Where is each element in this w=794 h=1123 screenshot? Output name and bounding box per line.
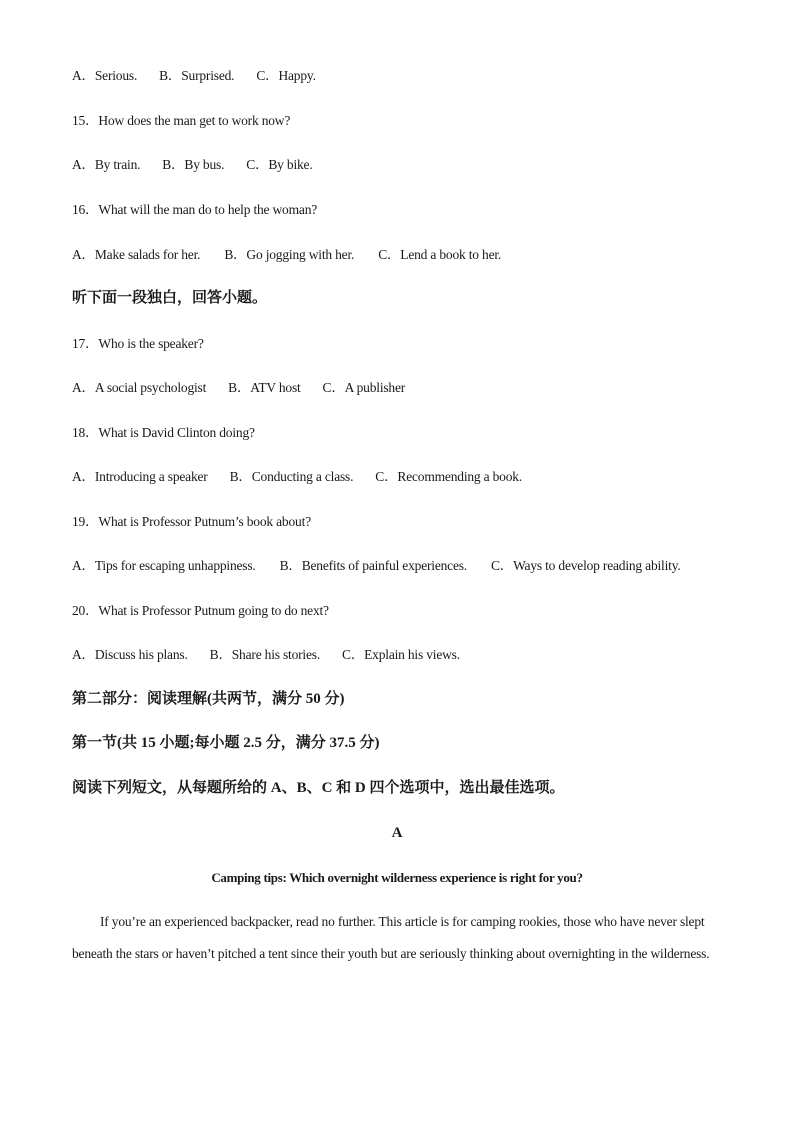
- q16-option-c: C．Lend a book to her.: [378, 247, 502, 262]
- q19-option-b: B．Benefits of painful experiences.: [279, 558, 467, 573]
- q18-option-b: B．Conducting a class.: [229, 469, 354, 484]
- q17-option-b: B．ATV host: [228, 380, 301, 395]
- q15-question: 15．How does the man get to work now?: [72, 113, 291, 128]
- passage-paragraph-text: If you’re an experienced backpacker, read no further. This article is for camping rookies, those who have never slept beneath the stars or haven’t pitched a tent since their youth but are seriously thinking about overnighting in the wilderness.: [72, 914, 710, 961]
- q19-option-c: C．Ways to develop reading ability.: [490, 558, 681, 573]
- q14-options: [72, 68, 316, 84]
- q16-question: 16．What will the man do to help the woman?: [72, 202, 318, 217]
- passage-paragraph: [72, 906, 722, 969]
- q16-option-a: A．Make salads for her.: [72, 247, 201, 262]
- q17-option-c: C．A publisher: [322, 380, 406, 395]
- q20-option-b: B．Share his stories.: [209, 647, 321, 662]
- q18-option-c: C．Recommending a book.: [375, 469, 522, 484]
- part2-heading: 第二部分：阅读理解(共两节，满分 50 分): [72, 691, 345, 707]
- q15-option-b: B．By bus.: [162, 157, 225, 172]
- passage-label: A: [391, 825, 403, 841]
- q15-option-c: C．By bike.: [246, 157, 313, 172]
- q18-option-a: A．Introducing a speaker: [72, 469, 208, 484]
- q19-options: [72, 558, 681, 574]
- q18-question: 18．What is David Clinton doing?: [72, 425, 255, 440]
- q17-options: [72, 380, 405, 396]
- section1-heading: 第一节(共 15 小题;每小题 2.5 分，满分 37.5 分): [72, 735, 380, 751]
- q20-option-c: C．Explain his views.: [342, 647, 460, 662]
- q14-option-c: C．Happy.: [256, 68, 316, 83]
- passage-title: Camping tips: Which overnight wilderness experience is right for you?: [211, 870, 583, 885]
- q17-question: 17．Who is the speaker?: [72, 336, 204, 351]
- q15-option-a: A．By train.: [72, 157, 141, 172]
- q20-options: [72, 647, 460, 663]
- q14-option-b: B．Surprised.: [159, 68, 235, 83]
- q19-question: 19．What is Professor Putnum’s book about?: [72, 514, 311, 529]
- q20-option-a: A．Discuss his plans.: [72, 647, 188, 662]
- q20-question: 20．What is Professor Putnum going to do next?: [72, 603, 329, 618]
- q19-option-a: A．Tips for escaping unhappiness.: [72, 558, 256, 573]
- reading-instructions: 阅读下列短文，从每题所给的 A、B、C 和 D 四个选项中，选出最佳选项。: [72, 780, 565, 796]
- q16-options: [72, 247, 501, 263]
- section-heading-monologue: 听下面一段独白，回答小题。: [72, 290, 268, 306]
- q17-option-a: A．A social psychologist: [72, 380, 207, 395]
- q16-option-b: B．Go jogging with her.: [224, 247, 355, 262]
- q15-options: [72, 157, 313, 173]
- q14-option-a: A．Serious.: [72, 68, 138, 83]
- q18-options: [72, 469, 522, 485]
